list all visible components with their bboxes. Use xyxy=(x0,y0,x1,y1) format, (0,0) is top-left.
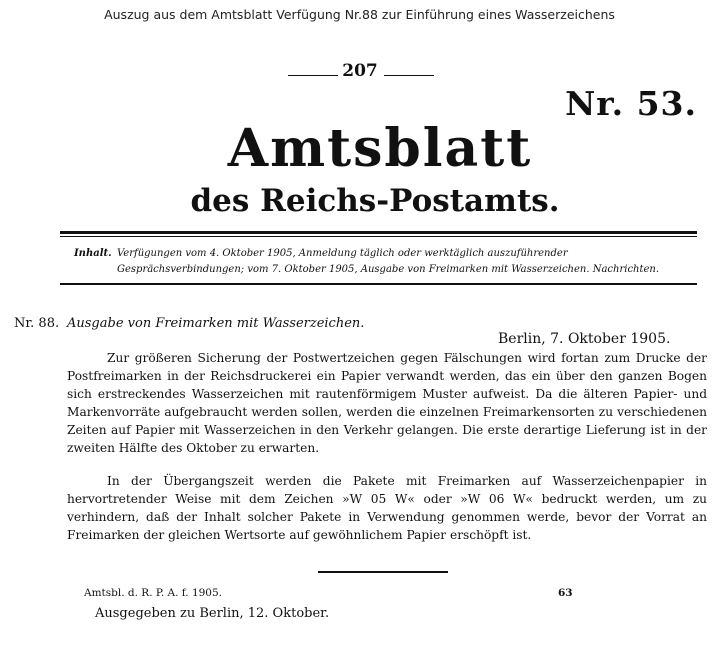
contents-label xyxy=(74,246,112,262)
issued-line: Ausgegeben zu Berlin, 12. Oktober. xyxy=(95,606,330,621)
contents-rule xyxy=(60,283,697,285)
footer-sheet-number: 63 xyxy=(558,587,573,599)
paragraph-1: Zur größeren Sicherung der Postwertzeichen gegen Fälschungen wird fortan zum Drucke der Postfreimarken in der Reichsdruckerei ein Papier verwandt werden, das ein über den ganzen Bogen sich erstreckendes Wasserzeichen mit rautenförmigem Muster aufweist. Da die älteren Papier- und Markenvorräte aufgebraucht werden sollen, werden die einzelnen Freimarkensorten zu verschiedenen Zeiten auf Papier mit Wasserzeichen in den Verkehr gelangen. Die erste derartige Lieferung ist in der zweiten Hälfte des Oktober zu erwarten. xyxy=(67,351,707,455)
end-rule xyxy=(318,571,448,573)
page-number-rule-right xyxy=(384,75,434,76)
masthead-title: Amtsblatt xyxy=(227,118,533,179)
dateline: Berlin, 7. Oktober 1905. xyxy=(498,331,671,347)
paragraph-2: In der Übergangszeit werden die Pakete mit Freimarken auf Wasserzeichenpapier in hervortretender Weise mit dem Zeichen »W 05 W« oder »W 06 W« bedruckt werden, um zu verhindern, daß der Inhalt solcher Pakete in Verwendung genommen werde, bevor der Vorrat an Freimarken der gleichen Wertsorte auf gewöhnlichem Papier erschöpft ist. xyxy=(67,474,707,542)
issue-number: Nr. 53. xyxy=(565,84,697,123)
footer-reference: Amtsbl. d. R. P. A. f. 1905. xyxy=(84,587,222,599)
page-number: 207 xyxy=(342,61,378,81)
contents-text: Verfügungen vom 4. Oktober 1905, Anmeldung täglich oder werktäglich auszuführender Gesprächsverbindungen; vom 7. Oktober 1905, Ausgabe von Freimarken mit Wasserzeichen. Nachrichten. xyxy=(117,248,660,275)
masthead-subtitle: des Reichs-Postamts. xyxy=(190,183,560,219)
page-number-rule-left xyxy=(288,75,338,76)
masthead-rule-thin xyxy=(60,236,697,237)
contents-label-text: Inhalt. xyxy=(74,248,112,259)
image-caption: Auszug aus dem Amtsblatt Verfügung Nr.88 zur Einführung eines Wasserzeichens xyxy=(104,7,615,22)
item-title: Ausgabe von Freimarken mit Wasserzeichen. xyxy=(67,316,365,331)
item-number: Nr. 88. xyxy=(14,316,60,331)
masthead-rule-thick xyxy=(60,231,697,234)
